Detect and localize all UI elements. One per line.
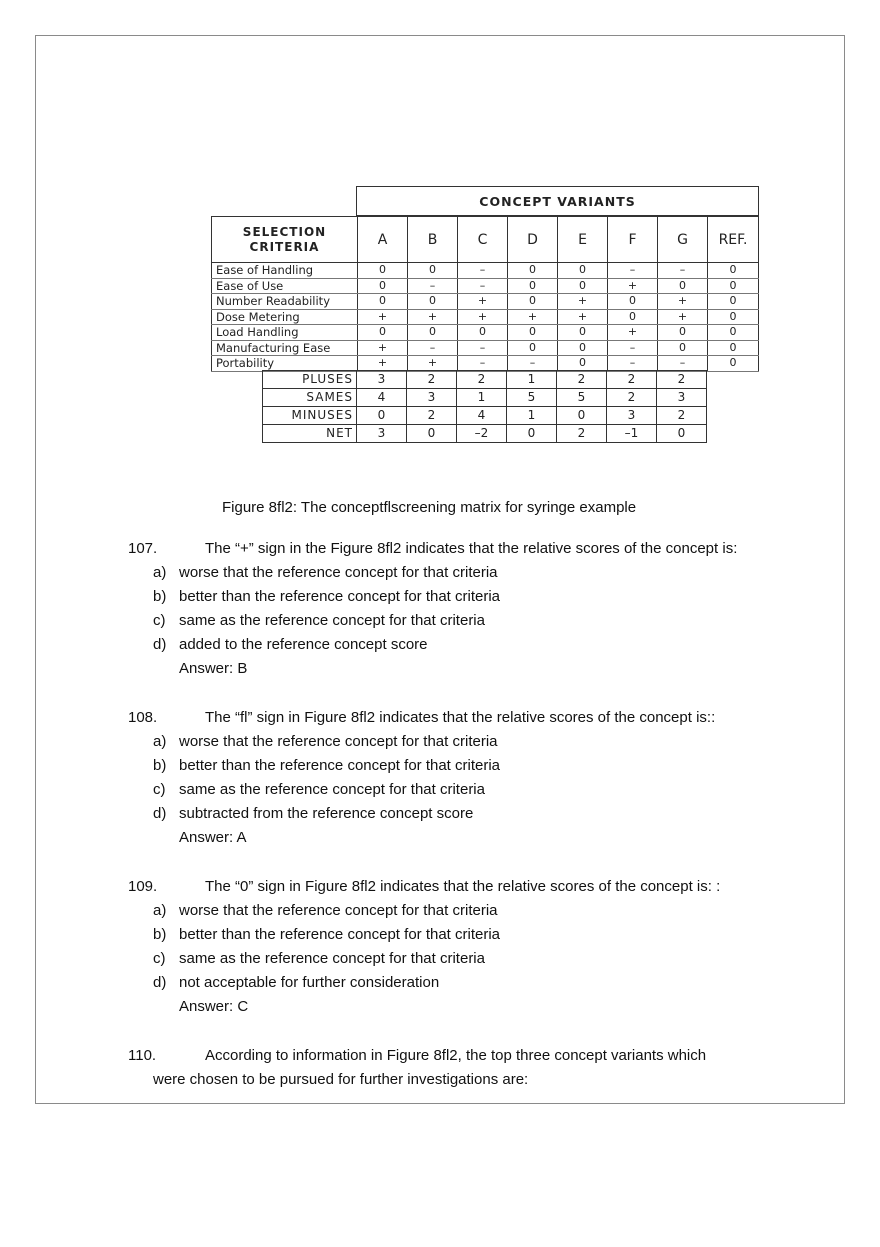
score-cell: 0 — [408, 325, 458, 341]
summary-value: –2 — [457, 425, 507, 443]
summary-value: 3 — [357, 371, 407, 389]
answer-text: Answer: B — [179, 660, 248, 677]
score-cell: – — [508, 356, 558, 372]
question-107 — [128, 537, 788, 681]
score-cell: – — [608, 263, 658, 279]
column-header: B — [408, 217, 458, 263]
option-letter: c) — [153, 950, 166, 967]
option-letter: d) — [153, 636, 167, 653]
score-cell: + — [358, 356, 408, 372]
score-cell: 0 — [708, 278, 759, 294]
option — [128, 633, 788, 657]
score-cell: + — [608, 325, 658, 341]
summary-value: 2 — [607, 389, 657, 407]
summary-value: 4 — [457, 407, 507, 425]
option-letter: b) — [153, 757, 167, 774]
score-cell: – — [458, 356, 508, 372]
option-text: better than the reference concept for that criteria — [179, 757, 501, 774]
score-cell: – — [408, 278, 458, 294]
score-cell: 0 — [658, 340, 708, 356]
score-cell: – — [458, 340, 508, 356]
summary-value: 1 — [457, 389, 507, 407]
score-cell: + — [558, 309, 608, 325]
summary-label: NET — [263, 425, 357, 443]
concept-variants-title: CONCEPT VARIANTS — [357, 187, 759, 216]
criteria-row — [212, 263, 759, 279]
score-cell: 0 — [708, 309, 759, 325]
criteria-name: Number Readability — [212, 294, 358, 310]
score-cell: 0 — [508, 294, 558, 310]
score-cell: 0 — [458, 325, 508, 341]
summary-value: –1 — [607, 425, 657, 443]
option — [128, 971, 788, 995]
question-number: 109. — [128, 878, 158, 895]
score-cell: – — [658, 263, 708, 279]
option-text: worse that the reference concept for that criteria — [179, 902, 498, 919]
criteria-row — [212, 278, 759, 294]
question-number: 107. — [128, 540, 158, 557]
score-cell: 0 — [558, 278, 608, 294]
score-cell: 0 — [708, 325, 759, 341]
answer-text: Answer: C — [179, 998, 249, 1015]
summary-value: 5 — [507, 389, 557, 407]
option-text: better than the reference concept for that criteria — [179, 926, 501, 943]
summary-value: 5 — [557, 389, 607, 407]
summary-value: 0 — [557, 407, 607, 425]
option-letter: d) — [153, 805, 167, 822]
summary-label: MINUSES — [263, 407, 357, 425]
score-cell: 0 — [408, 294, 458, 310]
score-cell: 0 — [708, 356, 759, 372]
criteria-row — [212, 340, 759, 356]
question-110 — [128, 1044, 788, 1092]
score-cell: 0 — [358, 325, 408, 341]
criteria-name: Ease of Use — [212, 278, 358, 294]
option — [128, 778, 788, 802]
criteria-rows — [212, 263, 759, 372]
option — [128, 609, 788, 633]
criteria-header-line1: SELECTION — [242, 224, 327, 239]
option-letter: c) — [153, 612, 166, 629]
score-cell: 0 — [508, 325, 558, 341]
question-stem — [128, 706, 788, 730]
score-cell: 0 — [708, 294, 759, 310]
summary-value: 2 — [607, 371, 657, 389]
criteria-row — [212, 309, 759, 325]
column-header: E — [558, 217, 608, 263]
column-header: G — [658, 217, 708, 263]
criteria-name: Dose Metering — [212, 309, 358, 325]
summary-value: 1 — [507, 371, 557, 389]
score-cell: – — [608, 356, 658, 372]
option-letter: b) — [153, 926, 167, 943]
summary-value: 3 — [607, 407, 657, 425]
option-letter: b) — [153, 588, 167, 605]
score-cell: – — [408, 340, 458, 356]
score-cell: 0 — [608, 294, 658, 310]
summary-value: 2 — [557, 371, 607, 389]
summary-value: 2 — [457, 371, 507, 389]
option — [128, 585, 788, 609]
column-header: F — [608, 217, 658, 263]
summary-value: 0 — [657, 425, 707, 443]
score-cell: + — [658, 309, 708, 325]
score-cell: 0 — [508, 340, 558, 356]
score-cell: – — [458, 263, 508, 279]
selection-criteria-header — [212, 217, 358, 263]
summary-table — [262, 370, 707, 443]
question-stem — [128, 1044, 788, 1068]
score-cell: + — [408, 309, 458, 325]
score-cell: + — [608, 278, 658, 294]
question-text: According to information in Figure 8fl2, the top three concept variants which — [205, 1047, 707, 1064]
summary-value: 2 — [657, 371, 707, 389]
answer-text: Answer: A — [179, 829, 247, 846]
criteria-row — [212, 294, 759, 310]
summary-value: 3 — [657, 389, 707, 407]
summary-value: 0 — [407, 425, 457, 443]
score-cell: + — [358, 340, 408, 356]
summary-label: PLUSES — [263, 371, 357, 389]
question-stem — [128, 875, 788, 899]
score-cell: 0 — [608, 309, 658, 325]
criteria-name: Manufacturing Ease — [212, 340, 358, 356]
summary-value: 1 — [507, 407, 557, 425]
score-cell: 0 — [558, 263, 608, 279]
summary-row — [263, 407, 707, 425]
score-cell: 0 — [558, 356, 608, 372]
option-letter: c) — [153, 781, 166, 798]
question-108 — [128, 706, 788, 850]
score-cell: + — [408, 356, 458, 372]
question-number: 110. — [128, 1047, 157, 1064]
column-header: A — [358, 217, 408, 263]
option — [128, 923, 788, 947]
criteria-row — [212, 325, 759, 341]
score-cell: 0 — [508, 278, 558, 294]
summary-rows — [263, 371, 707, 443]
question-text: The “+” sign in the Figure 8fl2 indicates that the relative scores of the concept is: — [205, 540, 738, 557]
figure-caption: Figure 8fl2: The conceptflscreening matrix for syringe example — [222, 499, 637, 516]
score-cell: 0 — [358, 278, 408, 294]
option-text: better than the reference concept for that criteria — [179, 588, 501, 605]
summary-value: 2 — [557, 425, 607, 443]
column-header: REF. — [708, 217, 759, 263]
option-text: same as the reference concept for that criteria — [179, 950, 485, 967]
score-cell: + — [658, 294, 708, 310]
question-number: 108. — [128, 709, 158, 726]
option — [128, 947, 788, 971]
option-letter: a) — [153, 564, 167, 581]
criteria-row — [212, 356, 759, 372]
criteria-name: Portability — [212, 356, 358, 372]
score-cell: + — [508, 309, 558, 325]
concept-variants-header — [356, 186, 759, 216]
option-text: same as the reference concept for that criteria — [179, 781, 485, 798]
question-stem — [128, 537, 788, 561]
score-cell: + — [458, 309, 508, 325]
score-cell: – — [458, 278, 508, 294]
question-text-continuation: were chosen to be pursued for further investigations are: — [153, 1071, 529, 1088]
option-text: added to the reference concept score — [179, 636, 428, 653]
option-letter: d) — [153, 974, 167, 991]
score-cell: 0 — [658, 278, 708, 294]
summary-value: 3 — [357, 425, 407, 443]
criteria-header-line2: CRITERIA — [249, 239, 320, 254]
option-text: not acceptable for further consideration — [179, 974, 440, 991]
option-text: subtracted from the reference concept score — [179, 805, 474, 822]
option — [128, 754, 788, 778]
question-text: The “0” sign in Figure 8fl2 indicates that the relative scores of the concept is: : — [205, 878, 721, 895]
score-cell: + — [458, 294, 508, 310]
summary-value: 0 — [507, 425, 557, 443]
column-header: C — [458, 217, 508, 263]
summary-row — [263, 389, 707, 407]
question-109 — [128, 875, 788, 1019]
score-cell: 0 — [508, 263, 558, 279]
score-cell: 0 — [408, 263, 458, 279]
column-header: D — [508, 217, 558, 263]
score-cell: + — [358, 309, 408, 325]
option-letter: a) — [153, 733, 167, 750]
option — [128, 730, 788, 754]
score-cell: 0 — [558, 325, 608, 341]
option — [128, 899, 788, 923]
score-cell: 0 — [658, 325, 708, 341]
score-cell: 0 — [708, 340, 759, 356]
summary-value: 2 — [407, 407, 457, 425]
score-cell: 0 — [358, 294, 408, 310]
score-cell: – — [658, 356, 708, 372]
score-cell: 0 — [358, 263, 408, 279]
summary-value: 4 — [357, 389, 407, 407]
summary-value: 0 — [357, 407, 407, 425]
score-cell: + — [558, 294, 608, 310]
score-cell: 0 — [558, 340, 608, 356]
option-text: same as the reference concept for that criteria — [179, 612, 485, 629]
summary-label: SAMES — [263, 389, 357, 407]
option — [128, 561, 788, 585]
option-text: worse that the reference concept for that criteria — [179, 564, 498, 581]
summary-value: 3 — [407, 389, 457, 407]
option-letter: a) — [153, 902, 167, 919]
option-text: worse that the reference concept for that criteria — [179, 733, 498, 750]
score-cell: – — [608, 340, 658, 356]
summary-row — [263, 371, 707, 389]
concept-screening-matrix — [211, 186, 759, 450]
option — [128, 802, 788, 826]
criteria-name: Ease of Handling — [212, 263, 358, 279]
question-text: The “fl” sign in Figure 8fl2 indicates that the relative scores of the concept is:: — [205, 709, 716, 726]
summary-row — [263, 425, 707, 443]
criteria-table — [211, 216, 759, 372]
criteria-name: Load Handling — [212, 325, 358, 341]
summary-value: 2 — [407, 371, 457, 389]
score-cell: 0 — [708, 263, 759, 279]
summary-value: 2 — [657, 407, 707, 425]
